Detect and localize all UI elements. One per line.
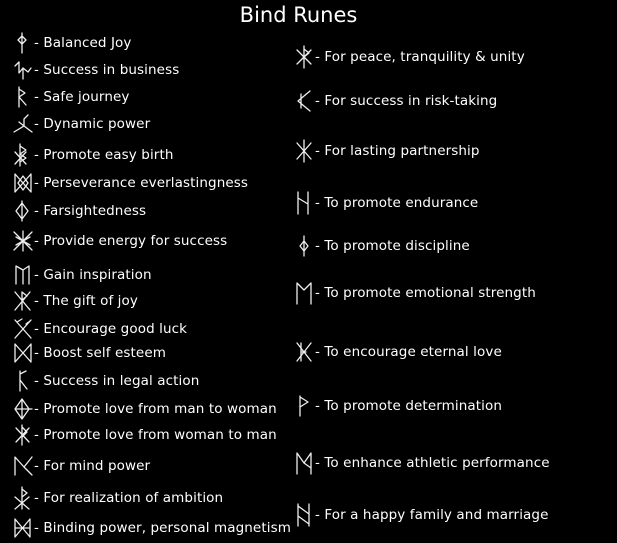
rune-list-item: - Gain inspiration	[12, 262, 152, 288]
rune-list-item: - Dynamic power	[12, 111, 150, 137]
rune-list-item: - Binding power, personal magnetism	[12, 515, 291, 541]
rune-list-item: - Balanced Joy	[12, 30, 132, 56]
rune-list-item: - Farsightedness	[12, 198, 146, 224]
rune-list-item: - For a happy family and marriage	[293, 502, 549, 528]
rune-endurance-icon	[293, 190, 315, 216]
rune-eternal-love-icon	[293, 339, 315, 365]
page-title: Bind Runes	[239, 3, 358, 27]
rune-success-business-icon	[12, 57, 34, 83]
rune-list-item: - To promote determination	[293, 393, 502, 419]
rune-list-item: - Provide energy for success	[12, 228, 227, 254]
rune-list-item: - For realization of ambition	[12, 485, 223, 511]
rune-athletic-icon	[293, 450, 315, 476]
rune-risk-taking-icon	[293, 88, 315, 114]
rune-self-esteem-icon	[12, 340, 34, 366]
rune-gift-joy-icon	[12, 288, 34, 314]
rune-list-item: - For lasting partnership	[293, 138, 480, 164]
rune-list-item: - Safe journey	[12, 84, 130, 110]
rune-list-item: - Boost self esteem	[12, 340, 166, 366]
rune-perseverance-icon	[12, 170, 34, 196]
rune-list-item: - Promote love from woman to man	[12, 422, 277, 448]
rune-mind-power-icon	[12, 453, 34, 479]
rune-discipline-icon	[293, 233, 315, 259]
rune-list-item: - Success in business	[12, 57, 179, 83]
rune-good-luck-icon	[12, 316, 34, 342]
rune-list-item: - To enhance athletic performance	[293, 450, 550, 476]
rune-safe-journey-icon	[12, 84, 34, 110]
rune-list-item: - To encourage eternal love	[293, 339, 502, 365]
rune-list-item: - Success in legal action	[12, 368, 199, 394]
rune-easy-birth-icon	[12, 142, 34, 168]
rune-magnetism-icon	[12, 515, 34, 541]
rune-love-man-woman-icon	[12, 396, 34, 422]
rune-list-item: - For peace, tranquility & unity	[293, 44, 525, 70]
rune-determination-icon	[293, 393, 315, 419]
rune-family-icon	[293, 502, 315, 528]
rune-farsightedness-icon	[12, 198, 34, 224]
rune-list-item: - To promote discipline	[293, 233, 470, 259]
rune-list-item: - Promote love from man to woman	[12, 396, 277, 422]
rune-emotional-strength-icon	[293, 280, 315, 306]
rune-list-item: - Perseverance everlastingness	[12, 170, 248, 196]
rune-dynamic-power-icon	[12, 111, 34, 137]
rune-partnership-icon	[293, 138, 315, 164]
rune-balanced-joy-icon	[12, 30, 34, 56]
rune-inspiration-icon	[12, 262, 34, 288]
rune-legal-action-icon	[12, 368, 34, 394]
rune-love-woman-man-icon	[12, 422, 34, 448]
rune-list-item: - Encourage good luck	[12, 316, 187, 342]
rune-list-item: - For success in risk-taking	[293, 88, 497, 114]
rune-energy-icon	[12, 228, 34, 254]
rune-peace-icon	[293, 44, 315, 70]
rune-ambition-icon	[12, 485, 34, 511]
rune-list-item: - To promote emotional strength	[293, 280, 536, 306]
rune-list-item: - To promote endurance	[293, 190, 478, 216]
rune-list-item: - For mind power	[12, 453, 150, 479]
rune-list-item: - The gift of joy	[12, 288, 138, 314]
rune-list-item: - Promote easy birth	[12, 142, 174, 168]
